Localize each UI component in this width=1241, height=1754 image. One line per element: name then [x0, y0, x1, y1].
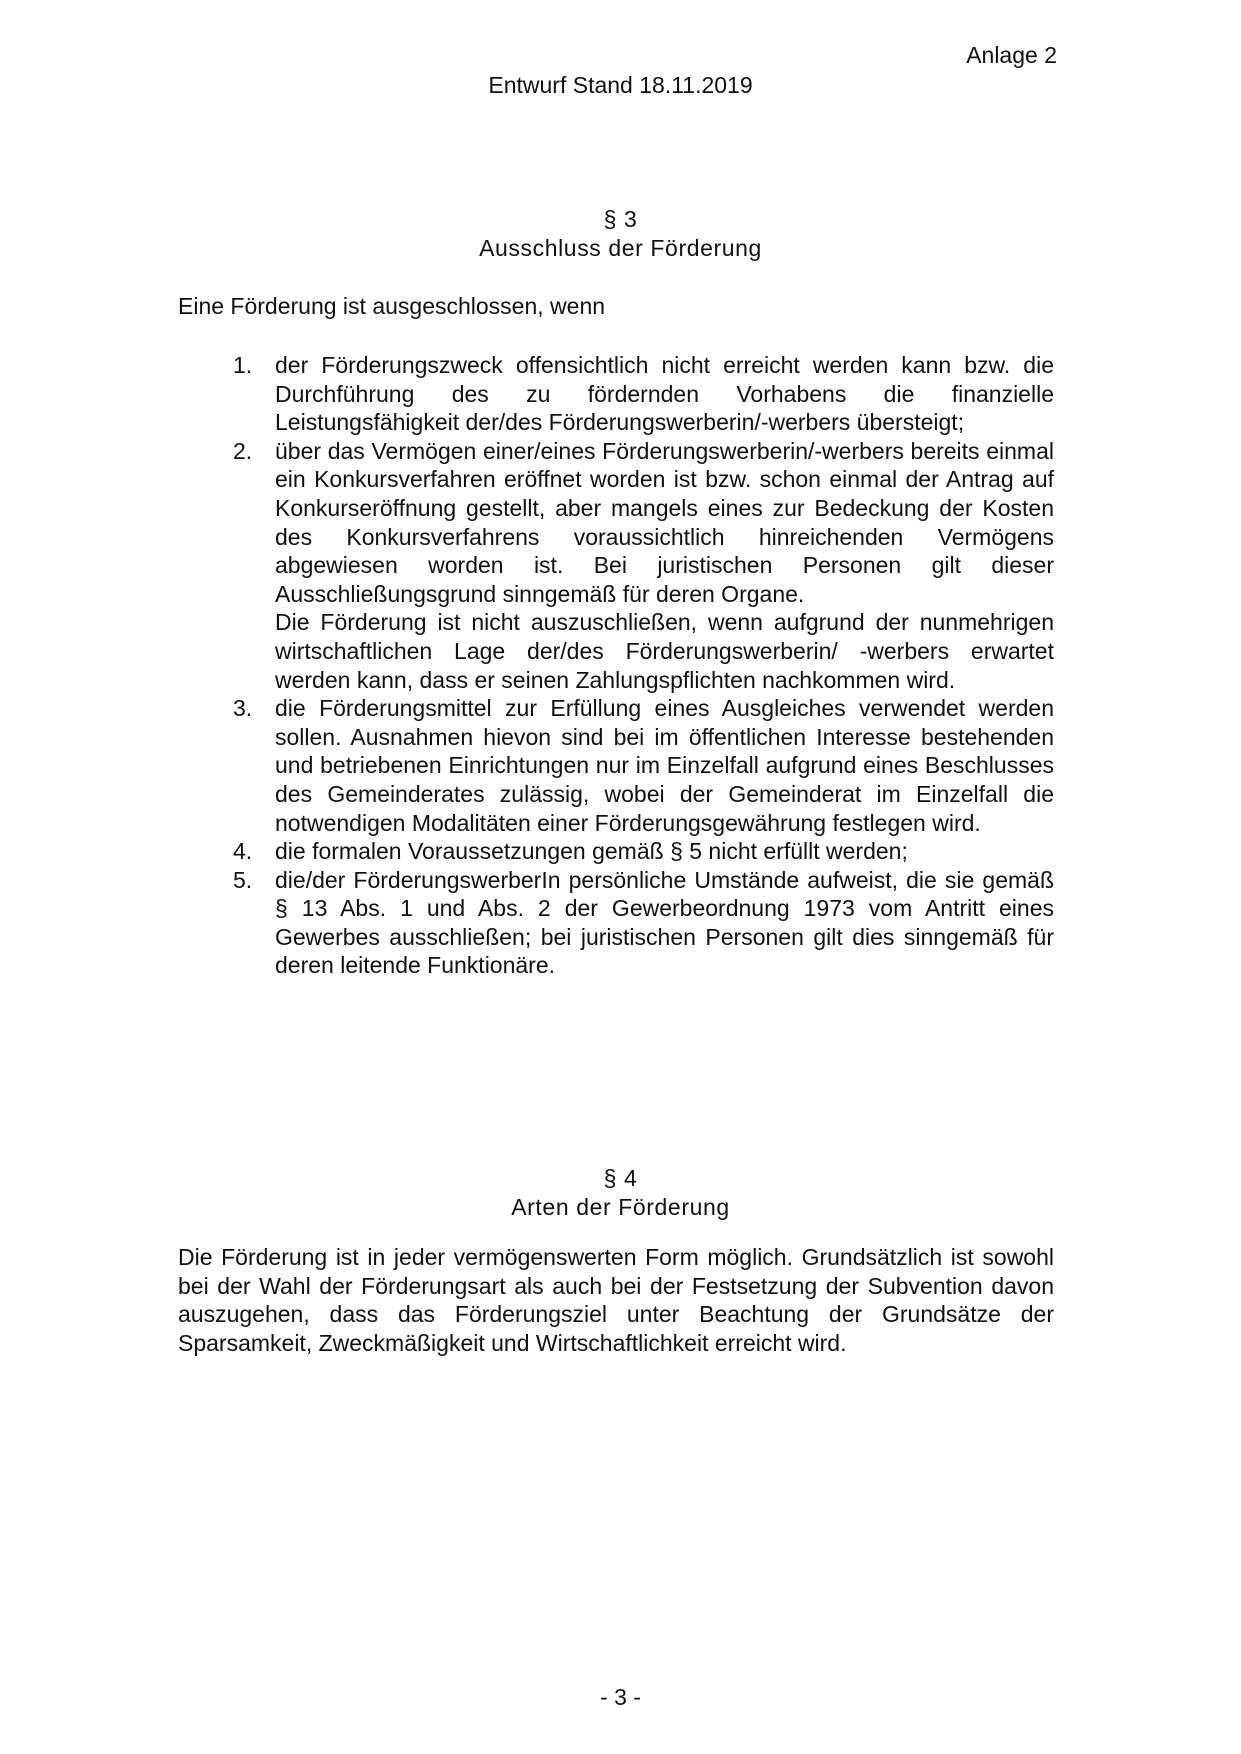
annex-label: Anlage 2	[966, 42, 1057, 68]
section-3-intro: Eine Förderung ist ausgeschlossen, wenn	[178, 293, 606, 319]
section-3-number: § 3	[603, 206, 638, 232]
list-item-text: über das Vermögen einer/eines Förderungswerberin/-werbers bereits einmal ein Konkursverfahren eröffnet worden ist bzw. schon einmal der Antrag auf Konkurseröffnung gestellt, aber mangels eines zur Bedeckung der Kosten des Konkursverfahrens voraussichtlich hinreichenden Vermögens abgewiesen worden ist. Bei juristischen Personen gilt dieser Ausschließungsgrund sinngemäß für deren Organe.	[275, 437, 1054, 607]
list-item-text-continuation: Die Förderung ist nicht auszuschließen, wenn aufgrund der nunmehrigen wirtschaftlichen Lage der/des Förderungswerberin/ -werbers erwartet werden kann, dass er seinen Zahlungspflichten nachkommen wird.	[275, 609, 1054, 693]
list-item	[178, 351, 1054, 437]
draft-status: Entwurf Stand 18.11.2019	[488, 72, 753, 98]
list-item-text: die Förderungsmittel zur Erfüllung eines Ausgleiches verwendet werden sollen. Ausnahmen hievon sind bei im öffentlichen Interesse bestehenden und betriebenen Einrichtungen nur im Einzelfall aufgrund eines Beschlusses des Gemeinderates zulässig, wobei der Gemeinderat im Einzelfall die notwendigen Modalitäten einer Förderungsgewährung festlegen wird.	[275, 695, 1054, 836]
page-number: - 3 -	[600, 1684, 641, 1710]
section-4-heading	[0, 1164, 1241, 1222]
section-3-title: Ausschluss der Förderung	[479, 235, 762, 261]
section-4-number: § 4	[603, 1165, 638, 1191]
section-4-title: Arten der Förderung	[511, 1194, 730, 1220]
section-4-text: Die Förderung ist in jeder vermögenswerten Form möglich. Grundsätzlich ist sowohl bei der Wahl der Förderungsart als auch bei der Festsetzung der Subvention davon auszugehen, dass das Förderungsziel unter Beachtung der Grundsätze der Sparsamkeit, Zweckmäßigkeit und Wirtschaftlichkeit erreicht wird.	[178, 1244, 1054, 1356]
list-item-number: 2.	[233, 437, 253, 464]
list-item-number: 5.	[233, 866, 253, 893]
list-item	[178, 866, 1054, 980]
exclusion-list	[178, 351, 1054, 980]
list-item	[178, 694, 1054, 837]
list-item-text: der Förderungszweck offensichtlich nicht erreicht werden kann bzw. die Durchführung des zu fördernden Vorhabens die finanzielle Leistungsfähigkeit der/des Förderungswerberin/-werbers übersteigt;	[275, 352, 1054, 436]
list-item-text: die/der FörderungswerberIn persönliche Umstände aufweist, die sie gemäß § 13 Abs. 1 und Abs. 2 der Gewerbeordnung 1973 vom Antritt eines Gewerbes ausschließen; bei juristischen Personen gilt dies sinngemäß für deren leitende Funktionäre.	[275, 866, 1054, 979]
list-item-text: die formalen Voraussetzungen gemäß § 5 nicht erfüllt werden;	[275, 838, 908, 865]
list-item-number: 4.	[233, 838, 253, 865]
list-item-number: 3.	[233, 695, 253, 722]
list-item	[178, 837, 1054, 866]
list-item-number: 1.	[233, 352, 253, 378]
section-3-heading	[0, 205, 1241, 263]
list-item	[178, 437, 1054, 694]
